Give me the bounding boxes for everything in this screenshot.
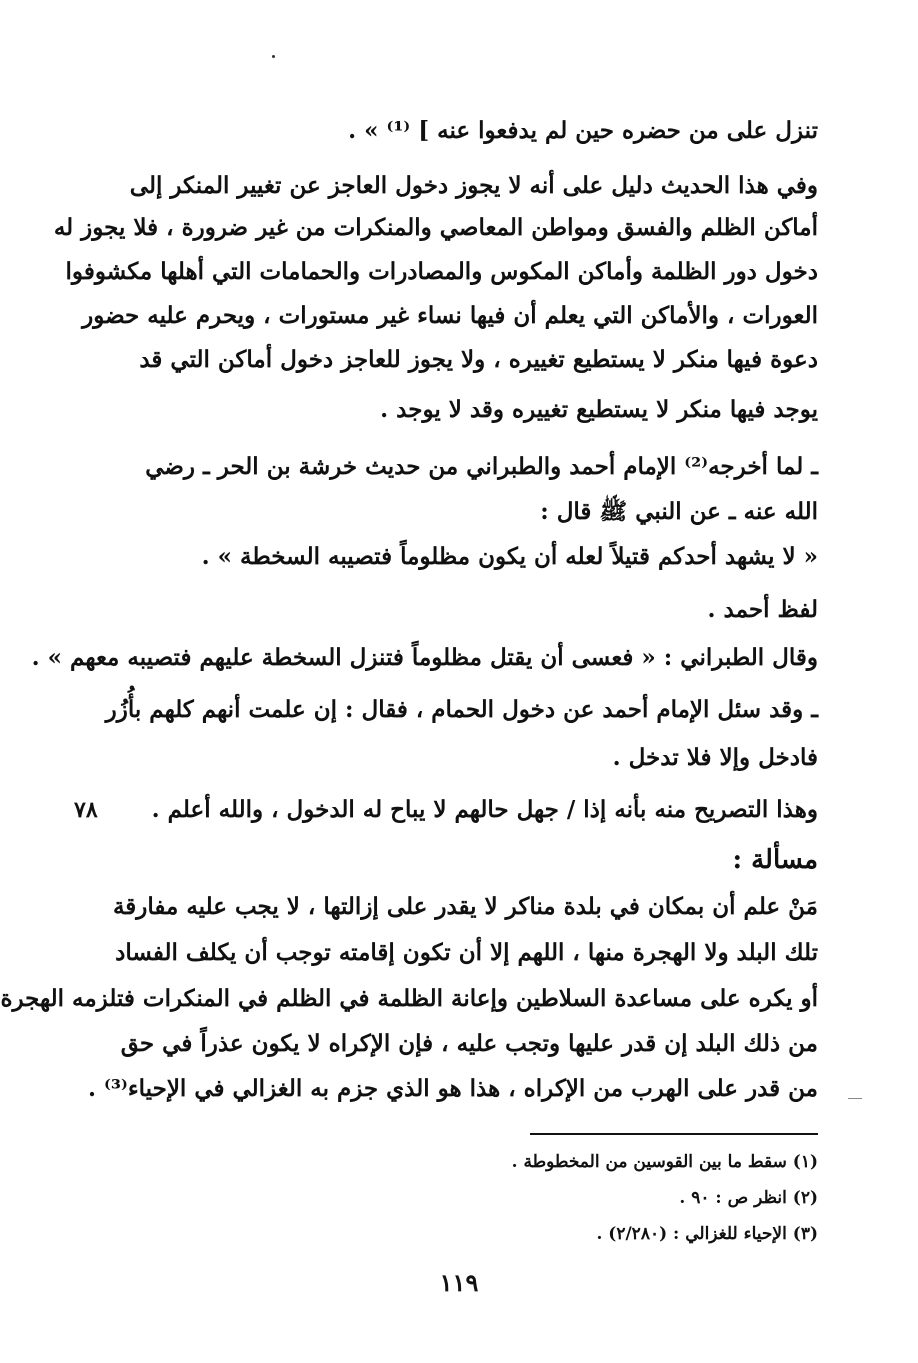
body-line-2: وفي هذا الحديث دليل على أنه لا يجوز دخول العاجز عن تغيير المنكر إلى [129, 172, 818, 199]
section-heading: مسألة : [732, 845, 818, 875]
body-line-8: ـ لما أخرجه⁽²⁾ الإمام أحمد والطبراني من حديث خرشة بن الحر ـ رضي [145, 453, 818, 480]
hadith-quote: « لا يشهد أحدكم قتيلاً لعله أن يكون مظلوماً فتصيبه السخطة » . [201, 543, 818, 570]
body-line-5: العورات ، والأماكن التي يعلم أن فيها نساء غير مستورات ، ويحرم عليه حضور [82, 302, 818, 329]
body-line-3: أماكن الظلم والفسق ومواطن المعاصي والمنكرات من غير ضرورة ، فلا يجوز له [53, 214, 818, 241]
page-number: ١١٩ [439, 1268, 479, 1297]
section-line-3: أو يكره على مساعدة السلاطين وإعانة الظلمة في الظلم في المنكرات فتلزمه الهجرة [0, 985, 818, 1012]
footnote-divider [530, 1133, 818, 1135]
section-line-1: مَنْ علم أن بمكان في بلدة مناكر لا يقدر على إزالتها ، لا يجب عليه مفارقة [112, 893, 818, 920]
section-line-2: تلك البلد ولا الهجرة منها ، اللهم إلا أن تكون إقامته توجب أن يكلف الفساد [115, 939, 818, 966]
margin-mark [848, 1098, 862, 1099]
body-line-1: تنزل على من حضره حين لم يدفعوا عنه ] ⁽¹⁾ » . [348, 117, 818, 144]
footnote-2: (٢) انظر ص : ٩٠ . [679, 1188, 818, 1208]
body-line-12: وقال الطبراني : « فعسى أن يقتل مظلوماً فتنزل السخطة عليهم فتصيبه معهم » . [31, 644, 818, 671]
page-speck [272, 55, 275, 58]
body-line-13: ـ وقد سئل الإمام أحمد عن دخول الحمام ، فقال : إن علمت أنهم كلهم بأُزُر [105, 696, 818, 723]
body-line-4: دخول دور الظلمة وأماكن المكوس والمصادرات والحمامات التي أهلها مكشوفوا [65, 258, 818, 285]
body-line-7: يوجد فيها منكر لا يستطيع تغييره وقد لا يوجد . [380, 396, 818, 423]
body-line-11: لفظ أحمد . [707, 596, 818, 623]
section-line-5: من قدر على الهرب من الإكراه ، هذا هو الذي جزم به الغزالي في الإحياء⁽³⁾ . [88, 1075, 818, 1102]
body-line-9: الله عنه ـ عن النبي ﷺ قال : [540, 498, 818, 525]
footnote-1: (١) سقط ما بين القوسين من المخطوطة . [511, 1152, 818, 1172]
body-line-15: وهذا التصريح منه بأنه إذا / جهل حالهم لا يباح له الدخول ، والله أعلم . [151, 796, 818, 823]
section-line-4: من ذلك البلد إن قدر عليها وتجب عليه ، فإن الإكراه لا يكون عذراً في حق [120, 1030, 818, 1057]
footnote-3: (٣) الإحياء للغزالي : (٢/٢٨٠) . [596, 1224, 818, 1244]
body-line-14: فادخل وإلا فلا تدخل . [612, 744, 818, 771]
margin-folio-number: ٧٨ [74, 797, 98, 823]
body-line-6: دعوة فيها منكر لا يستطيع تغييره ، ولا يجوز للعاجز دخول أماكن التي قد [139, 346, 818, 373]
